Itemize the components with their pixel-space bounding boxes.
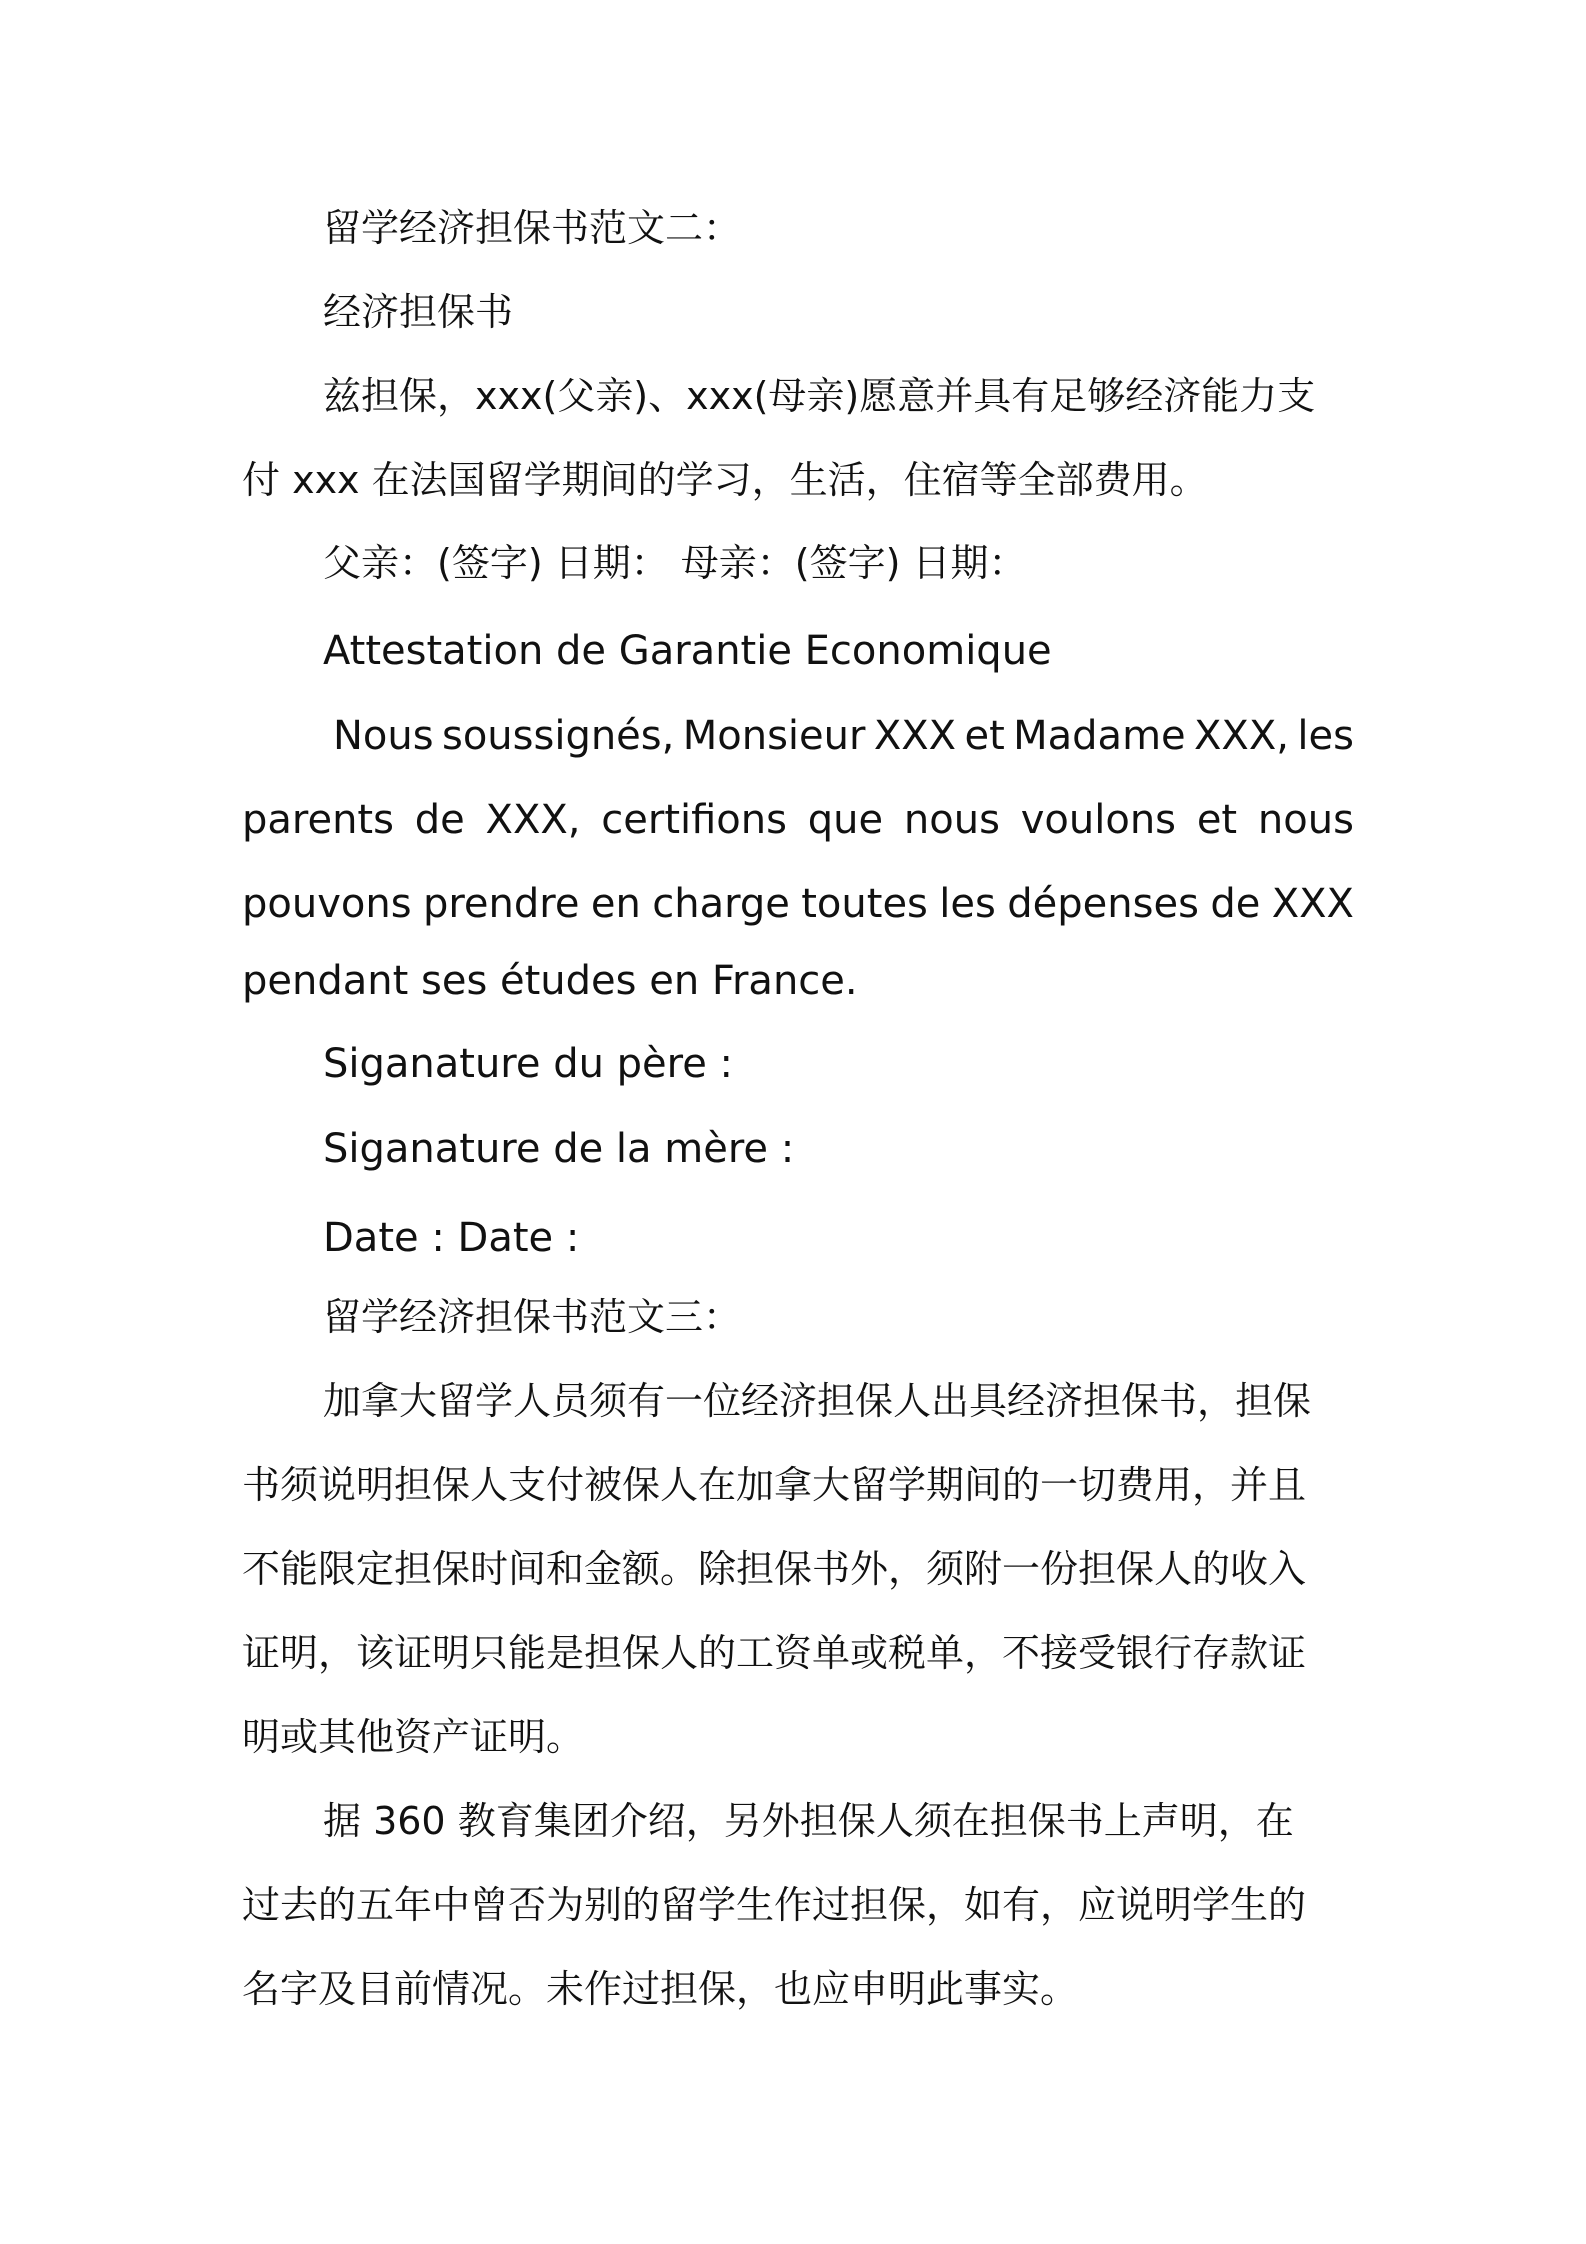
fr-word: pouvons	[242, 881, 412, 927]
section3-para1-line-4: 证明，该证明只能是担保人的工资单或税单，不接受银行存款证	[242, 1631, 1307, 1675]
fr-word: certifions	[601, 797, 787, 843]
fr-word: Monsieur	[682, 713, 866, 759]
section3-para1-line-5: 明或其他资产证明。	[242, 1715, 585, 1759]
fr-word: voulons	[1020, 797, 1177, 843]
section3-heading: 留学经济担保书范文三：	[323, 1295, 742, 1339]
fr-word: de	[1210, 881, 1261, 927]
fr-body-line-1	[333, 711, 1354, 761]
fr-word: charge	[652, 881, 790, 927]
fr-word: Madame	[1013, 713, 1186, 759]
section3-para1-line-3: 不能限定担保时间和金额。除担保书外，须附一份担保人的收入	[242, 1547, 1307, 1591]
fr-word: dépenses	[1007, 881, 1199, 927]
section2-heading: 留学经济担保书范文二：	[323, 206, 742, 250]
fr-word: en	[590, 881, 641, 927]
fr-body-line-4: pendant ses études en France.	[242, 958, 858, 1004]
fr-signature-mother: Siganature de la mère :	[323, 1126, 795, 1172]
fr-word: parents	[242, 797, 394, 843]
fr-word: les	[1297, 713, 1354, 759]
cn-body-line-2: 付 xxx 在法国留学期间的学习，生活，住宿等全部费用。	[242, 458, 1208, 502]
fr-word: et	[1196, 797, 1238, 843]
fr-word: prendre	[422, 881, 580, 927]
fr-word: toutes	[801, 881, 928, 927]
fr-word: et	[964, 713, 1005, 759]
fr-title: Attestation de Garantie Economique	[323, 628, 1052, 674]
fr-word: soussignés,	[441, 713, 675, 759]
fr-word: nous	[903, 797, 1000, 843]
fr-body-line-3	[242, 879, 1354, 929]
fr-word: les	[939, 881, 996, 927]
fr-word: nous	[1257, 797, 1354, 843]
section3-para2-line-3: 名字及目前情况。未作过担保，也应申明此事实。	[242, 1967, 1079, 2011]
fr-word: XXX,	[485, 797, 581, 843]
fr-signature-father: Siganature du père :	[323, 1041, 734, 1087]
section3-para1-line-2: 书须说明担保人支付被保人在加拿大留学期间的一切费用，并且	[242, 1463, 1307, 1507]
section3-para1-line-1: 加拿大留学人员须有一位经济担保人出具经济担保书，担保	[323, 1379, 1312, 1423]
fr-date-line: Date : Date :	[323, 1215, 580, 1261]
cn-body-line-1: 兹担保，xxx(父亲)、xxx(母亲)愿意并具有足够经济能力支	[323, 374, 1316, 418]
cn-signature-line: 父亲：(签字) 日期： 母亲：(签字) 日期：	[323, 541, 1027, 585]
fr-word: de	[414, 797, 465, 843]
fr-body-line-2	[242, 795, 1354, 845]
section2-title: 经济担保书	[323, 290, 514, 334]
fr-word: Nous	[333, 713, 434, 759]
fr-word: XXX	[1271, 881, 1354, 927]
fr-word: que	[807, 797, 884, 843]
fr-word: XXX	[873, 713, 957, 759]
section3-para2-line-2: 过去的五年中曾否为别的留学生作过担保，如有，应说明学生的	[242, 1883, 1307, 1927]
fr-word: XXX,	[1194, 713, 1289, 759]
section3-para2-line-1: 据 360 教育集团介绍，另外担保人须在担保书上声明，在	[323, 1799, 1294, 1843]
